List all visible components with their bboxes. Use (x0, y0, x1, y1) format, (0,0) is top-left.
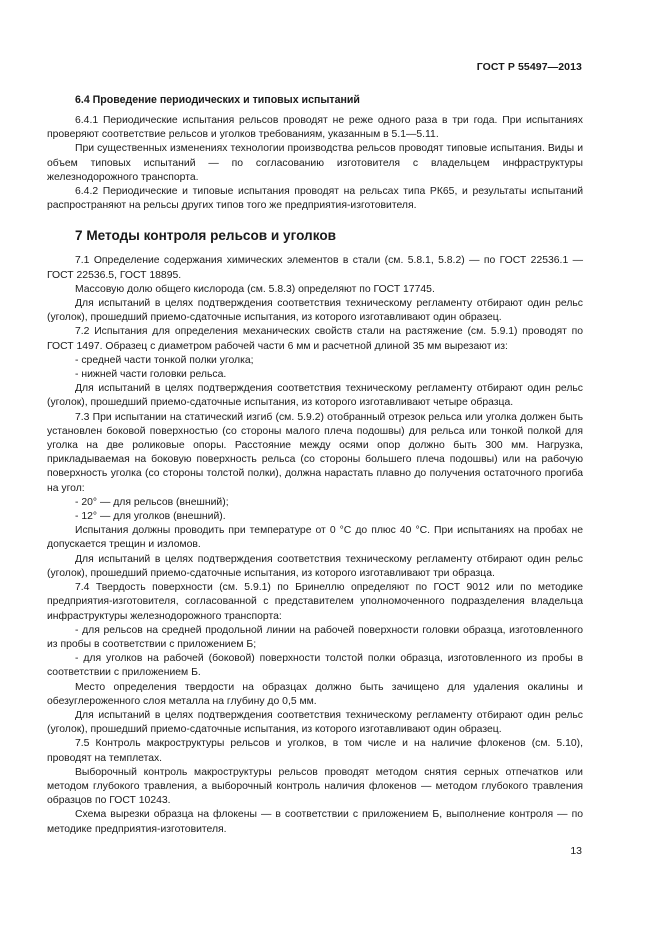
paragraph: Для испытаний в целях подтверждения соответствия техническому регламенту отбирают один рельс (уголок), прошедший приемо-сдаточные испытания, из которого изготавливают один образец. (47, 298, 583, 324)
paragraph: Для испытаний в целях подтверждения соответствия техническому регламенту отбирают один рельс (уголок), прошедший приемо-сдаточные испытания, из которого изготавливают один образец. (47, 709, 583, 736)
list-item: - средней части тонкой полки уголка; (75, 354, 254, 366)
paragraph: Для испытаний в целях подтверждения соответствия техническому регламенту отбирают один рельс (уголок), прошедший приемо-сдаточные испытания, из которого изготавливают четыре образца. (47, 383, 583, 409)
paragraph: При существенных изменениях технологии производства рельсов проводят типовые испытания. Виды и объем типовых испытаний — по согласованию изготовителя с владельцем инфраструктуры железнодорожного транспорта. (47, 143, 583, 183)
paragraph: 7.2 Испытания для определения механических свойств стали на растяжение (см. 5.9.1) проводят по ГОСТ 1497. Образец с диаметром рабочей части 6 мм и расчетной длиной 35 мм вырезают из: (47, 326, 583, 352)
paragraph: 7.1 Определение содержания химических элементов в стали (см. 5.8.1, 5.8.2) — по ГОСТ 22536.1 — ГОСТ 22536.5, ГОСТ 18895. (47, 255, 583, 281)
section-title-7: 7 Методы контроля рельсов и уголков (75, 228, 336, 244)
document-body (47, 93, 583, 837)
list-item: - 12° — для уголков (внешний). (75, 511, 226, 523)
paragraph: Выборочный контроль макроструктуры рельсов проводят методом снятия серных отпечатков или методом глубокого травления, а выборочный контроль наличия флокенов — методом глубокого травления образцов по ГОСТ 10243. (47, 766, 583, 807)
list-item: - 20° — для рельсов (внешний); (75, 496, 229, 508)
paragraph: Массовую долю общего кислорода (см. 5.8.3) определяют по ГОСТ 17745. (75, 283, 435, 295)
paragraph: Место определения твердости на образцах должно быть зачищено для удаления окалины и обезуглероженного слоя металла на глубину до 0,5 мм. (47, 681, 583, 707)
list-item: - для уголков на рабочей (боковой) поверхности толстой полки образца, изготовленного из пробы в соответствии с приложением Б. (47, 653, 583, 679)
paragraph: 6.4.1 Периодические испытания рельсов проводят не реже одного раза в три года. При испытаниях проверяют соответствие рельсов и уголков требованиям, указанным в 5.1—5.11. (47, 115, 583, 141)
subsection-title-6-4: 6.4 Проведение периодических и типовых испытаний (75, 94, 360, 106)
paragraph: 6.4.2 Периодические и типовые испытания проводят на рельсах типа РК65, и результаты испытаний распространяют на рельсы других типов того же предприятия-изготовителя. (47, 186, 583, 212)
paragraph: 7.3 При испытании на статический изгиб (см. 5.9.2) отобранный отрезок рельса или уголка должен быть установлен боковой поверхностью (со стороны малого плеча подошвы) для рельса или тонкой полкой для уголка на две роликовые опоры. Расстояние между осями опор должно быть 300 мм. Нагрузка, прикладываемая на боковую поверхность рельса (со стороны большего плеча подошвы) или на рабочую поверхность уголка (со стороны толстой полки), должна нарастать плавно до получения остаточного прогиба на угол: (47, 411, 583, 494)
paragraph: Для испытаний в целях подтверждения соответствия техническому регламенту отбирают один рельс (уголок), прошедший приемо-сдаточные испытания, из которого изготавливают три образца. (47, 553, 583, 579)
paragraph: 7.5 Контроль макроструктуры рельсов и уголков, в том числе и на наличие флокенов (см. 5.10), проводят на темплетах. (47, 738, 583, 764)
list-item: - нижней части головки рельса. (75, 369, 227, 381)
page-number: 13 (570, 845, 582, 857)
paragraph: Испытания должны проводить при температуре от 0 °С до плюс 40 °С. При испытаниях на пробах не допускается трещин и изломов. (47, 525, 583, 551)
document-header: ГОСТ Р 55497—2013 (476, 61, 582, 73)
list-item: - для рельсов на средней продольной линии на рабочей поверхности головки образца, изготовленного из пробы в соответствии с приложением Б; (47, 624, 583, 650)
paragraph: 7.4 Твердость поверхности (см. 5.9.1) по Бринеллю определяют по ГОСТ 9012 или по методике предприятия-изготовителя, согласованной с представителем уполномоченного подразделения владельца инфраструктуры железнодорожного транспорта: (47, 582, 583, 622)
paragraph: Схема вырезки образца на флокены — в соответствии с приложением Б, выполнение контроля — по методике предприятия-изготовителя. (47, 809, 583, 835)
